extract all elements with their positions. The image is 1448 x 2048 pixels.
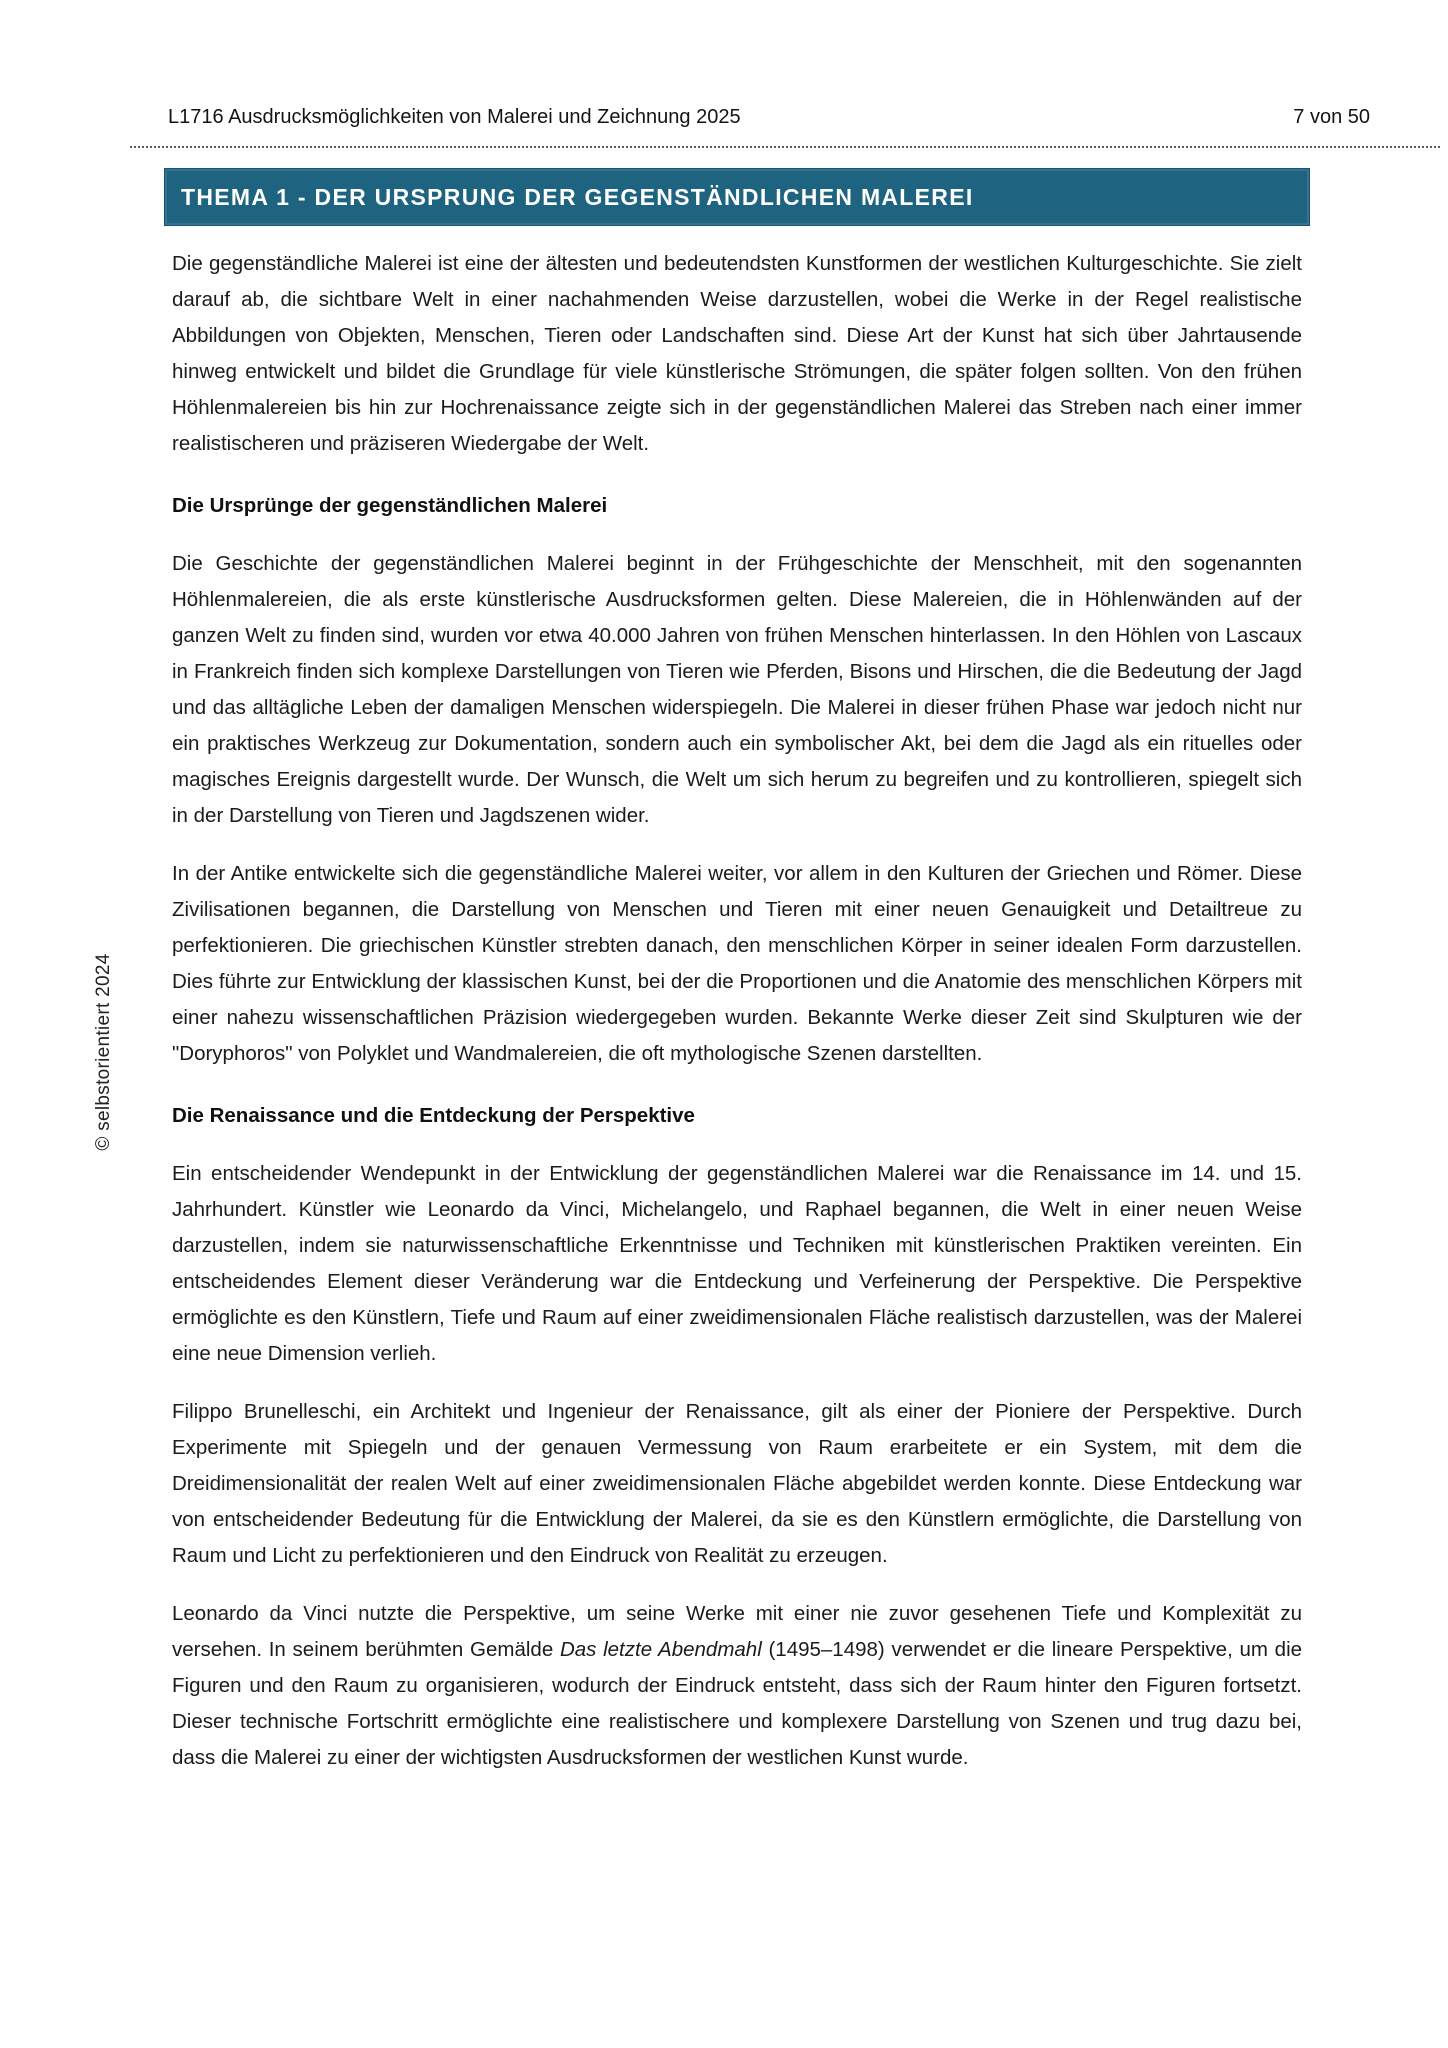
intro-paragraph: Die gegenständliche Malerei ist eine der ältesten und bedeutendsten Kunstformen der westlichen Kulturgeschichte. Sie zielt darauf ab, die sichtbare Welt in einer nachahmenden Weise darzustellen, wobei die Werke in der Regel realistische Abbildungen von Objekten, Menschen, Tieren oder Landschaften sind. Diese Art der Kunst hat sich über Jahrtausende hinweg entwickelt und bildet die Grundlage für viele künstlerische Strömungen, die später folgen sollten. Von den frühen Höhlenmalereien bis hin zur Hochrenaissance zeigte sich in der gegenständlichen Malerei das Streben nach einer immer realistischeren und präziseren Wiedergabe der Welt. — [172, 252, 1302, 455]
page-number: 7 von 50 — [1293, 106, 1370, 128]
document-title: L1716 Ausdrucksmöglichkeiten von Malerei und Zeichnung 2025 — [168, 106, 741, 128]
leonardo-paragraph-text-after: (1495–1498) verwendet er die lineare Perspektive, um die Figuren und den Raum zu organisieren, wodurch der Eindruck entsteht, dass sich der Raum hinter den Figuren fortsetzt. Dieser technische Fortschritt ermöglichte eine realistischere und komplexere Darstellung von Szenen und trug dazu bei, dass die Malerei zu einer der wichtigsten Ausdrucksformen der westlichen Kunst wurde. — [172, 1638, 1303, 1769]
topic-title-bar — [164, 168, 1310, 226]
content-area — [164, 168, 1310, 1776]
painting-title-italic: Das letzte Abendmahl — [559, 1638, 762, 1661]
renaissance-paragraph-perspective: Ein entscheidender Wendepunkt in der Entwicklung der gegenständlichen Malerei war die Renaissance im 14. und 15. Jahrhundert. Künstler wie Leonardo da Vinci, Michelangelo, und Raphael begannen, die Welt in einer neuen Weise darzustellen, indem sie naturwissenschaftliche Erkenntnisse und Techniken mit künstlerischen Praktiken vereinten. Ein entscheidendes Element dieser Veränderung war die Entdeckung und Verfeinerung der Perspektive. Die Perspektive ermöglichte es den Künstlern, Tiefe und Raum auf einer zweidimensionalen Fläche realistisch darzustellen, was der Malerei eine neue Dimension verlieh. — [172, 1162, 1302, 1365]
origins-paragraph-cave-painting: Die Geschichte der gegenständlichen Malerei beginnt in der Frühgeschichte der Menschheit, mit den sogenannten Höhlenmalereien, die als erste künstlerische Ausdrucksformen gelten. Diese Malereien, die in Höhlenwänden auf der ganzen Welt zu finden sind, wurden vor etwa 40.000 Jahren von frühen Menschen hinterlassen. In den Höhlen von Lascaux in Frankreich finden sich komplexe Darstellungen von Tieren wie Pferden, Bisons und Hirschen, die die Bedeutung der Jagd und das alltägliche Leben der damaligen Menschen widerspiegeln. Die Malerei in dieser frühen Phase war jedoch nicht nur ein praktisches Werkzeug zur Dokumentation, sondern auch ein symbolischer Akt, bei dem die Jagd als ein rituelles oder magisches Ereignis dargestellt wurde. Der Wunsch, die Welt um sich herum zu begreifen und zu kontrollieren, spiegelt sich in der Darstellung von Tieren und Jagdszenen wider. — [172, 552, 1302, 827]
copyright-sidebar-text: © selbstorientiert 2024 — [93, 953, 114, 1151]
section-heading-renaissance: Die Renaissance und die Entdeckung der Perspektive — [172, 1104, 695, 1127]
section-heading-origins: Die Ursprünge der gegenständlichen Malerei — [172, 494, 608, 517]
leonardo-paragraph — [172, 1596, 1302, 1776]
leonardo-paragraph-text-before: Leonardo da Vinci nutzte die Perspektive, um seine Werke mit einer nie zuvor gesehenen Tiefe und Komplexität zu versehen. In seinem berühmten Gemälde — [172, 1602, 1302, 1661]
header-divider — [130, 124, 1440, 148]
topic-title: THEMA 1 - DER URSPRUNG DER GEGENSTÄNDLICHEN MALEREI — [181, 183, 974, 210]
origins-paragraph-antiquity: In der Antike entwickelte sich die gegenständliche Malerei weiter, vor allem in den Kulturen der Griechen und Römer. Diese Zivilisationen begannen, die Darstellung von Menschen und Tieren mit einer neuen Genauigkeit und Detailtreue zu perfektionieren. Die griechischen Künstler strebten danach, den menschlichen Körper in seiner idealen Form darzustellen. Dies führte zur Entwicklung der klassischen Kunst, bei der die Proportionen und die Anatomie des menschlichen Körpers mit einer nahezu wissenschaftlichen Präzision wiedergegeben wurden. Bekannte Werke dieser Zeit sind Skulpturen wie der "Doryphoros" von Polyklet und Wandmalereien, die oft mythologische Szenen darstellten. — [172, 862, 1302, 1065]
renaissance-paragraph-brunelleschi: Filippo Brunelleschi, ein Architekt und Ingenieur der Renaissance, gilt als einer der Pioniere der Perspektive. Durch Experimente mit Spiegeln und der genauen Vermessung von Raum erarbeitete er ein System, mit dem die Dreidimensionalität der realen Welt auf einer zweidimensionalen Fläche abgebildet werden konnte. Diese Entdeckung war von entscheidender Bedeutung für die Entwicklung der Malerei, da sie es den Künstlern ermöglichte, die Darstellung von Raum und Licht zu perfektionieren und den Eindruck von Realität zu erzeugen. — [172, 1400, 1302, 1567]
